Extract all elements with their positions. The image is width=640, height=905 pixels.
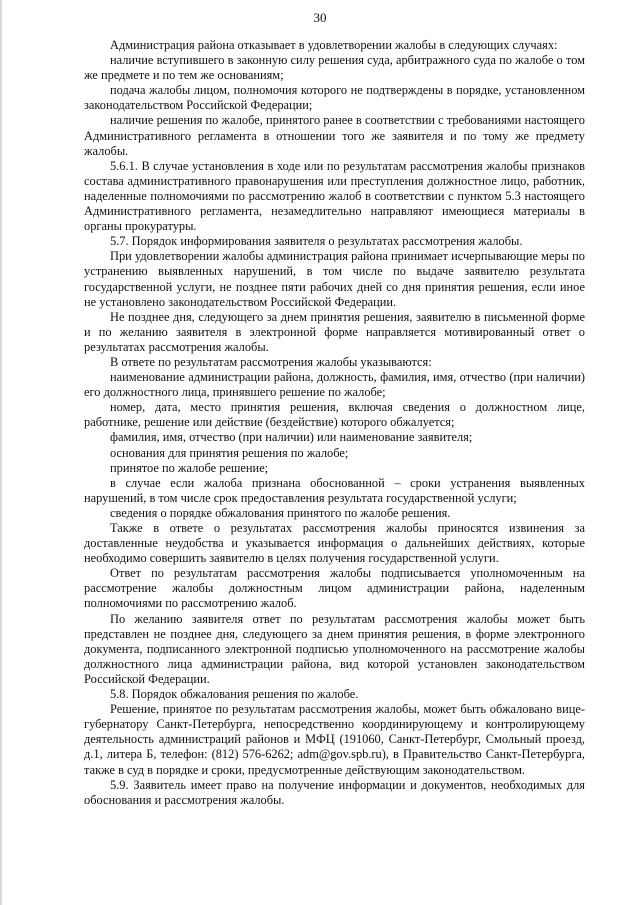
paragraph-electronic-reply: По желанию заявителя ответ по результатам рассмотрения жалобы может быть представлен не позднее дня, следующего за днем принятия решения, в форме электронного документа, подписанного электронной подписью уполномоченного на рассмотрение жалобы должностного лица администрации района, вид которой установлен законодательством Российской Федерации.: [84, 611, 585, 686]
paragraph-5-6-1: 5.6.1. В случае установления в ходе или по результатам рассмотрения жалобы признаков состава административного правонарушения или преступления должностное лицо, работник, наделенные полномочиями по рассмотрению жалоб в соответствии с пунктом 5.3 настоящего Административного регламента, незамедлительно направляют имеющиеся материалы в органы прокуратуры.: [84, 158, 585, 234]
page-number: 30: [313, 10, 327, 25]
list-item-grounds: основания для принятия решения по жалобе;: [110, 445, 349, 460]
paragraph-court-decision: наличие вступившего в законную силу решения суда, арбитражного суда по жалобе о том же предмете и по тем же основаниям;: [84, 53, 585, 83]
list-item-appeal-procedure: сведения о порядке обжалования принятого по жалобе решения.: [110, 505, 451, 520]
paragraph-unconfirmed-authority: подача жалобы лицом, полномочия которого не подтверждены в порядке, установленном законодательством Российской Федерации;: [84, 83, 585, 113]
paragraph-refusal-intro: Администрация района отказывает в удовлетворении жалобы в следующих случаях:: [110, 38, 558, 52]
list-item-decision-details: номер, дата, место принятия решения, включая сведения о должностном лице, работнике, решение или действие (бездействие) которого обжалуется;: [84, 400, 585, 430]
paragraph-5-9: 5.9. Заявитель имеет право на получение информации и документов, необходимых для обоснования и рассмотрения жалобы.: [84, 777, 585, 807]
section-heading-5-7: 5.7. Порядок информирования заявителя о результатах рассмотрения жалобы.: [110, 234, 523, 249]
list-item-decision: принятое по жалобе решение;: [110, 460, 269, 475]
list-item-applicant-name: фамилия, имя, отчество (при наличии) или наименование заявителя;: [110, 430, 473, 445]
document-body: [84, 38, 585, 808]
paragraph-reply-deadline: Не позднее дня, следующего за днем принятия решения, заявителю в письменной форме и по желанию заявителя в электронной форме направляется мотивированный ответ о результатах рассмотрения жалобы.: [84, 309, 585, 354]
paragraph-reply-contents-intro: В ответе по результатам рассмотрения жалобы указываются:: [110, 354, 432, 369]
list-item-administration-name: наименование администрации района, должность, фамилия, имя, отчество (при наличии) его должностного лица, принявшего решение по жалобе;: [84, 370, 585, 400]
paragraph-appeal-details: Решение, принятое по результатам рассмотрения жалобы, может быть обжаловано вице-губернатору Санкт-Петербурга, непосредственно координирующему и контролирующему деятельность администраций районов и МФЦ (191060, Санкт-Петербург, Смольный проезд, д.1, литера Б, телефон: (812) 576-6262; adm@gov.spb.ru), в Правительство Санкт-Петербурга, также в суд в порядке и сроки, предусмотренные действующим законодательством.: [84, 702, 585, 777]
paragraph-satisfaction-measures: При удовлетворении жалобы администрация района принимает исчерпывающие меры по устранению выявленных нарушений, в том числе по выдаче заявителю результата государственной услуги, не позднее пяти рабочих дней со дня принятия решения, если иное не установлено законодательством Российской Федерации.: [84, 249, 585, 309]
section-heading-5-8: 5.8. Порядок обжалования решения по жалобе.: [110, 687, 359, 702]
paragraph-reply-signature: Ответ по результатам рассмотрения жалобы подписывается уполномоченным на рассмотрение жалобы должностным лицом администрации района, наделенным полномочиями по рассмотрению жалоб.: [84, 566, 585, 611]
paragraph-prior-decision: наличие решения по жалобе, принятого ранее в соответствии с требованиями настоящего Административного регламента в отношении того же заявителя и по тому же предмету жалобы.: [84, 113, 585, 158]
paragraph-apologies: Также в ответе о результатах рассмотрения жалобы приносятся извинения за доставленные неудобства и указывается информация о дальнейших действиях, которые необходимо совершить заявителю в целях получения государственной услуги.: [84, 521, 585, 566]
list-item-remedy-terms: в случае если жалоба признана обоснованной – сроки устранения выявленных нарушений, в том числе срок предоставления результата государственной услуги;: [84, 475, 585, 505]
scan-binding-edge: [0, 0, 3, 905]
